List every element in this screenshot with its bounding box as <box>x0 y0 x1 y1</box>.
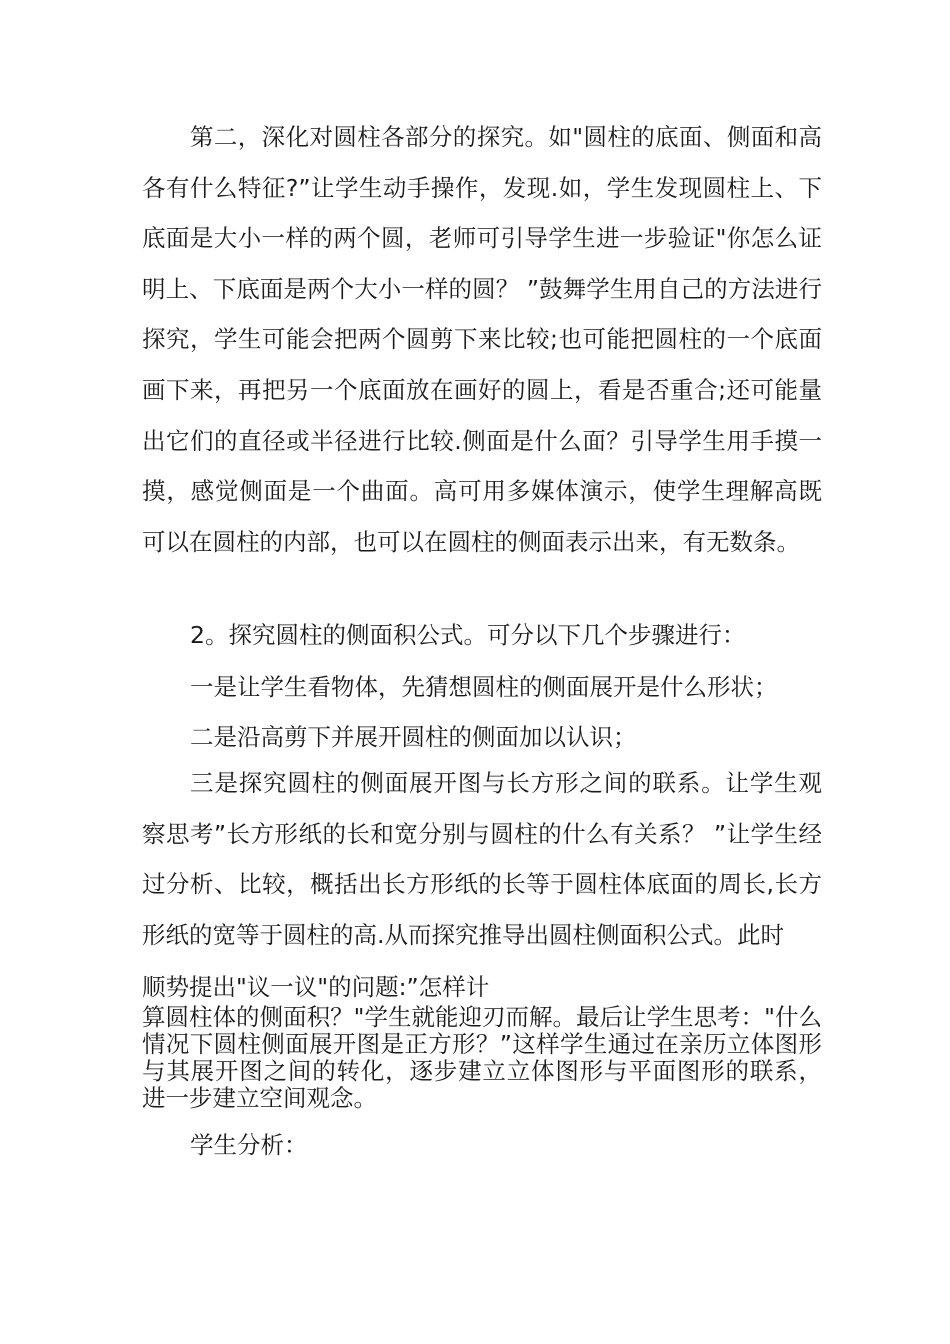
paragraph-discussion-line: 顺势提出"议一议"的问题:”怎样计 <box>142 973 490 1001</box>
paragraph-cylinder-parts: 第二，深化对圆柱各部分的探究。如"圆柱的底面、侧面和高各有什么特征?”让学生动手操作，发现.如，学生发现圆柱上、下底面是大小一样的两个圆，老师可引导学生进一步验证"你怎么证明上、下底面是两个大小一样的圆？ ”鼓舞学生用自己的方法进行探究，学生可能会把两个圆剪下来比较;也可能把圆柱的一个底面画下来，再把另一个底面放在画好的圆上，看是否重合;还可能量出它们的直径或半径进行比较.侧面是什么面？引导学生用手摸一摸，感觉侧面是一个曲面。高可用多媒体演示，使学生理解高既可以在圆柱的内部，也可以在圆柱的侧面表示出来，有无数条。 <box>142 123 822 556</box>
paragraph-step-three: 三是探究圆柱的侧面展开图与长方形之间的联系。让学生观察思考”长方形纸的长和宽分别与圆柱的什么有关系？ ”让学生经过分析、比较，概括出长方形纸的长等于圆柱体底面的周长,长方形纸的宽等于圆柱的高.从而探究推导出圆柱侧面积公式。此时 <box>142 769 822 949</box>
paragraph-lateral-area-formula: 2。探究圆柱的侧面积公式。可分以下几个步骤进行： <box>190 621 746 649</box>
paragraph-conclusion: 算圆柱体的侧面积？"学生就能迎刃而解。最后让学生思考："什么情况下圆柱侧面展开图是正方形？”这样学生通过在亲历立体图形与其展开图之间的转化，逐步建立立体图形与平面图形的联系，进一步建立空间观念。 <box>142 1003 822 1112</box>
paragraph-student-analysis: 学生分析： <box>190 1131 308 1159</box>
paragraph-step-one: 一是让学生看物体，先猜想圆柱的侧面展开是什么形状； <box>190 673 778 701</box>
paragraph-step-two: 二是沿高剪下并展开圆柱的侧面加以认识； <box>190 723 637 751</box>
